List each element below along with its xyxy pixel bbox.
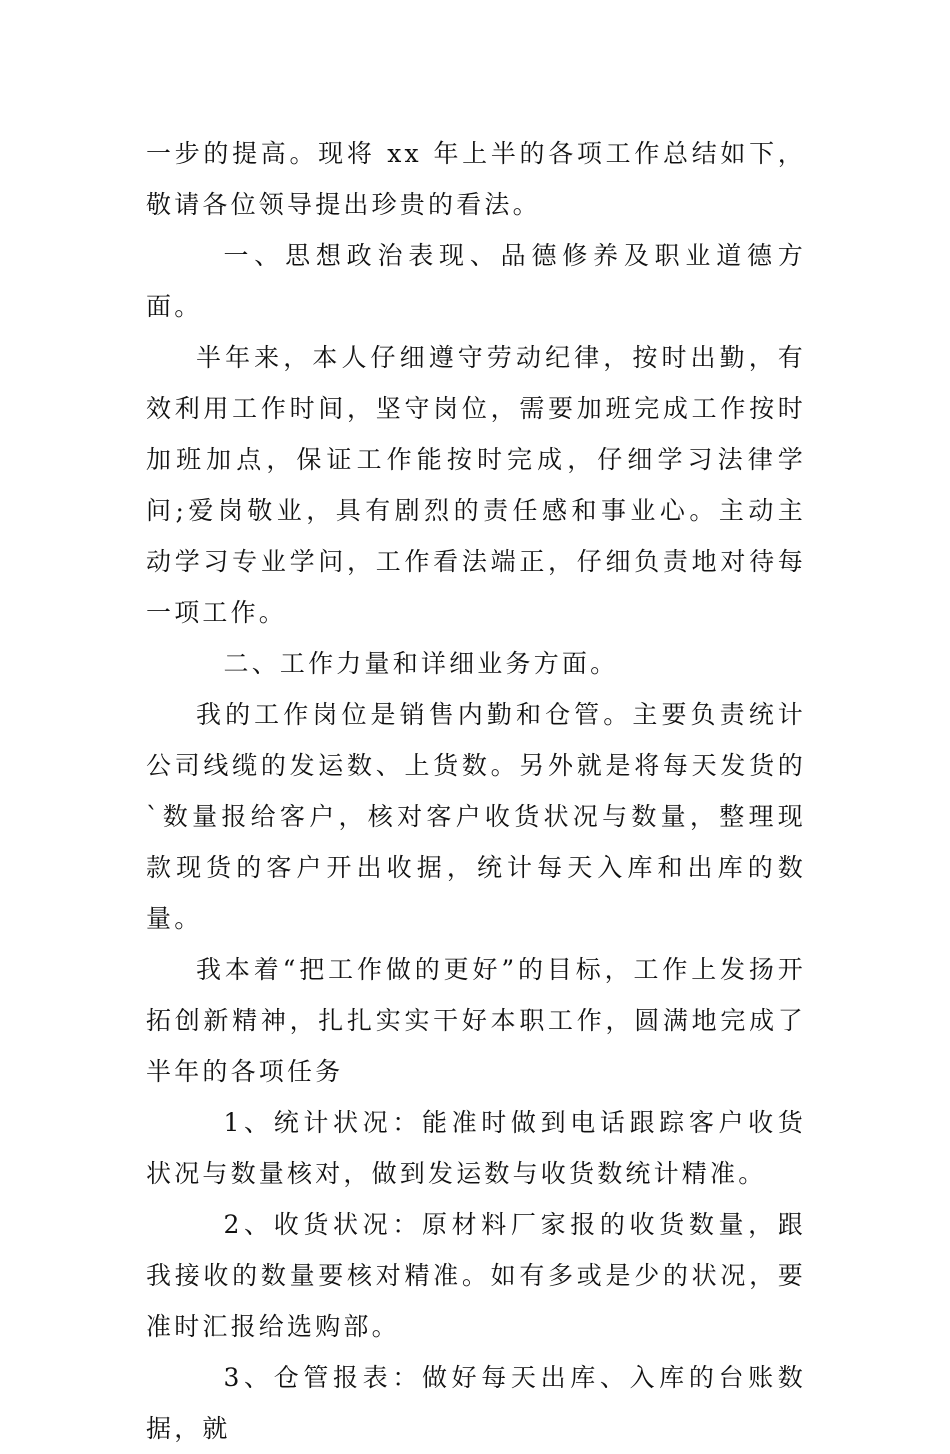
paragraph-continuation: 一步的提高。现将 xx 年上半的各项工作总结如下，敬请各位领导提出珍贵的看法。 [146, 139, 806, 219]
paragraph-work-attitude: 半年来，本人仔细遵守劳动纪律，按时出勤，有效利用工作时间，坚守岗位，需要加班完成工作按时加班加点，保证工作能按时完成，仔细学习法律学问;爱岗敬业，具有剧烈的责任感和事业心。主动主动学习专业学问，工作看法端正，仔细负责地对待每一项工作。 [146, 343, 806, 627]
section-heading-1: 一、思想政治表现、品德修养及职业道德方面。 [146, 241, 806, 321]
section-heading-2: 二、工作力量和详细业务方面。 [223, 649, 619, 678]
list-item-receiving: 2、收货状况：原材料厂家报的收货数量，跟我接收的数量要核对精准。如有多或是少的状况，要准时汇报给选购部。 [146, 1210, 806, 1341]
document-body [146, 128, 806, 1454]
list-item-warehouse-report: 3、仓管报表：做好每天出库、入库的台账数据，就 [146, 1363, 806, 1443]
list-item-statistics: 1、统计状况：能准时做到电话跟踪客户收货状况与数量核对，做到发运数与收货数统计精准。 [146, 1108, 806, 1188]
paragraph-goal: 我本着“把工作做的更好”的目标，工作上发扬开拓创新精神，扎扎实实干好本职工作，圆满地完成了半年的各项任务 [146, 955, 806, 1086]
paragraph-job-duties: 我的工作岗位是销售内勤和仓管。主要负责统计公司线缆的发运数、上货数。另外就是将每天发货的`数量报给客户，核对客户收货状况与数量，整理现款现货的客户开出收据，统计每天入库和出库的数量。 [146, 700, 806, 933]
